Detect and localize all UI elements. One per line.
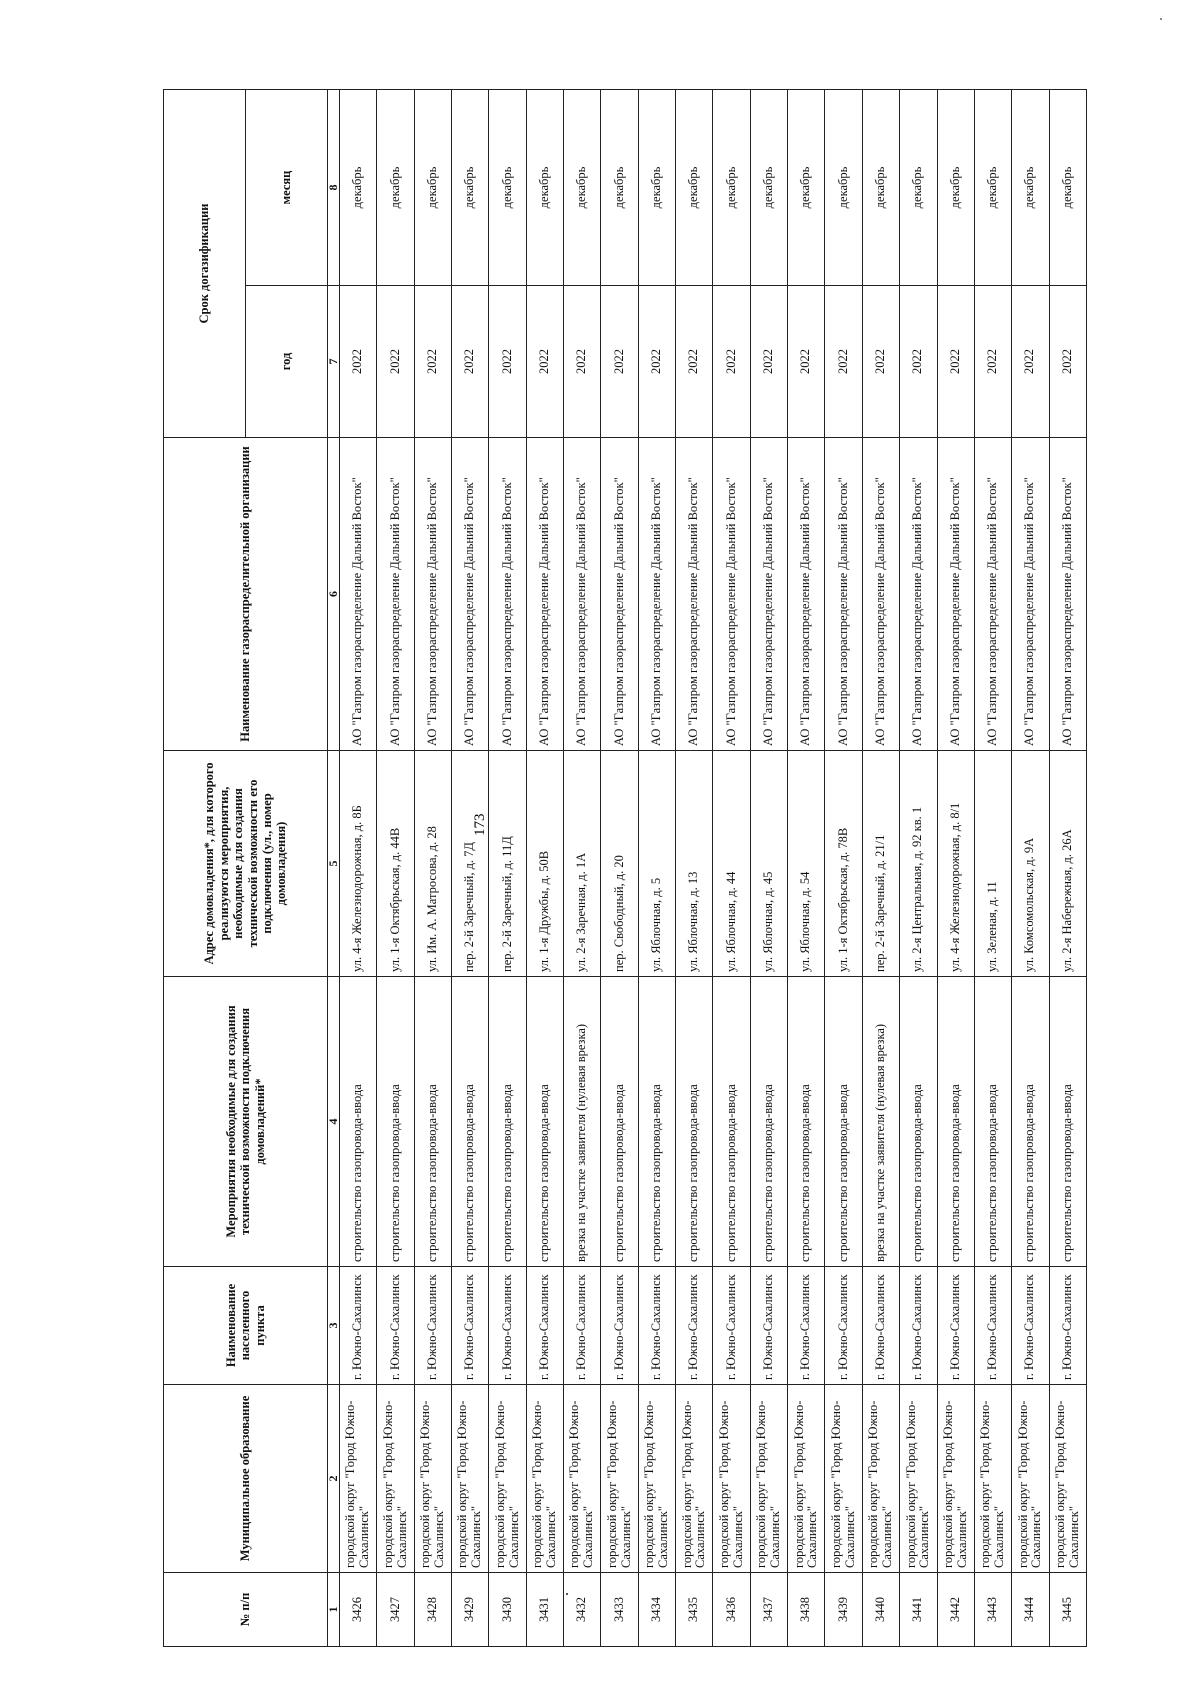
organization-cell: АО "Газпром газораспределение Дальний Восток" — [862, 438, 899, 751]
month-cell: декабрь — [340, 89, 377, 285]
address-cell: ул. 2-я Набережная, д. 26А — [1049, 751, 1086, 977]
row-number: 3434 — [638, 1573, 675, 1647]
address-cell: пер. 2-й Заречный, д. 21/1 — [862, 751, 899, 977]
activity-cell: строительство газопровода-ввода — [601, 977, 638, 1267]
table-row — [1012, 89, 1049, 1646]
table-row — [676, 89, 713, 1646]
row-number: 3435 — [676, 1573, 713, 1647]
settlement-cell: г. Южно-Сахалинск — [1012, 1267, 1049, 1385]
activity-cell: строительство газопровода-ввода — [750, 977, 787, 1267]
activity-cell: строительство газопровода-ввода — [1012, 977, 1049, 1267]
gasification-table — [163, 89, 1087, 1647]
table-row — [564, 89, 601, 1646]
table-row — [825, 89, 862, 1646]
organization-cell: АО "Газпром газораспределение Дальний Восток" — [377, 438, 414, 751]
organization-cell: АО "Газпром газораспределение Дальний Восток" — [974, 438, 1011, 751]
municipality-cell: городской округ "Город Южно-Сахалинск" — [750, 1385, 787, 1573]
scan-speck — [1160, 18, 1162, 20]
organization-cell: АО "Газпром газораспределение Дальний Восток" — [340, 438, 377, 751]
table-row — [340, 89, 377, 1646]
month-cell: декабрь — [638, 89, 675, 285]
row-number: 3437 — [750, 1573, 787, 1647]
month-cell: декабрь — [937, 89, 974, 285]
column-number: 7 — [328, 286, 340, 438]
settlement-cell: г. Южно-Сахалинск — [937, 1267, 974, 1385]
settlement-cell: г. Южно-Сахалинск — [788, 1267, 825, 1385]
activity-cell: строительство газопровода-ввода — [974, 977, 1011, 1267]
organization-cell: АО "Газпром газораспределение Дальний Восток" — [489, 438, 526, 751]
settlement-cell: г. Южно-Сахалинск — [713, 1267, 750, 1385]
month-cell: декабрь — [601, 89, 638, 285]
row-number: 3441 — [900, 1573, 937, 1647]
table-row — [638, 89, 675, 1646]
table-header — [164, 89, 340, 1646]
year-cell: 2022 — [1012, 286, 1049, 438]
municipality-cell: городской округ "Город Южно-Сахалинск" — [340, 1385, 377, 1573]
page-number: 173 — [472, 813, 488, 836]
year-cell: 2022 — [750, 286, 787, 438]
column-number: 3 — [328, 1267, 340, 1385]
header-municipality: Муниципальное образование — [164, 1385, 328, 1573]
table-body — [340, 89, 1087, 1646]
municipality-cell: городской округ "Город Южно-Сахалинск" — [862, 1385, 899, 1573]
municipality-cell: городской округ "Город Южно-Сахалинск" — [713, 1385, 750, 1573]
header-settlement: Наименование населенного пункта — [164, 1267, 328, 1385]
year-cell: 2022 — [974, 286, 1011, 438]
header-activities: Мероприятия необходимые для создания технической возможности подключения домовладений* — [164, 977, 328, 1267]
month-cell: декабрь — [900, 89, 937, 285]
header-num: № п/п — [164, 1573, 328, 1647]
month-cell: декабрь — [489, 89, 526, 285]
activity-cell: строительство газопровода-ввода — [825, 977, 862, 1267]
address-cell: ул. 1-я Октябрьская, д. 44В — [377, 751, 414, 977]
settlement-cell: г. Южно-Сахалинск — [526, 1267, 563, 1385]
organization-cell: АО "Газпром газораспределение Дальний Восток" — [713, 438, 750, 751]
year-cell: 2022 — [452, 286, 489, 438]
row-number: 3440 — [862, 1573, 899, 1647]
year-cell: 2022 — [1049, 286, 1086, 438]
year-cell: 2022 — [676, 286, 713, 438]
month-cell: декабрь — [1049, 89, 1086, 285]
settlement-cell: г. Южно-Сахалинск — [900, 1267, 937, 1385]
column-number: 1 — [328, 1573, 340, 1647]
header-org: Наименование газораспределительной организации — [164, 438, 328, 751]
address-cell: ул. Яблочная, д. 44 — [713, 751, 750, 977]
row-number: 3432 — [564, 1573, 601, 1647]
activity-cell: строительство газопровода-ввода — [377, 977, 414, 1267]
table-row — [414, 89, 451, 1646]
activity-cell: строительство газопровода-ввода — [638, 977, 675, 1267]
address-cell: ул. Яблочная, д. 5 — [638, 751, 675, 977]
column-number-row — [328, 89, 340, 1646]
table-row — [900, 89, 937, 1646]
year-cell: 2022 — [340, 286, 377, 438]
municipality-cell: городской округ "Город Южно-Сахалинск" — [900, 1385, 937, 1573]
municipality-cell: городской округ "Город Южно-Сахалинск" — [1049, 1385, 1086, 1573]
address-cell: ул. 2-я Центральная, д. 92 кв. 1 — [900, 751, 937, 977]
activity-cell: строительство газопровода-ввода — [713, 977, 750, 1267]
table-row — [788, 89, 825, 1646]
year-cell: 2022 — [601, 286, 638, 438]
organization-cell: АО "Газпром газораспределение Дальний Восток" — [937, 438, 974, 751]
year-cell: 2022 — [564, 286, 601, 438]
activity-cell: строительство газопровода-ввода — [452, 977, 489, 1267]
organization-cell: АО "Газпром газораспределение Дальний Восток" — [564, 438, 601, 751]
month-cell: декабрь — [750, 89, 787, 285]
address-cell: ул. 4-я Железнодорожная, д. 8/1 — [937, 751, 974, 977]
table-row — [1049, 89, 1086, 1646]
table-row — [489, 89, 526, 1646]
column-number: 4 — [328, 977, 340, 1267]
year-cell: 2022 — [937, 286, 974, 438]
address-cell: пер. 2-й Заречный, д. 7Д — [452, 751, 489, 977]
header-deadline: Срок догазификации — [164, 89, 246, 437]
address-cell: ул. Зеленая, д. 11 — [974, 751, 1011, 977]
organization-cell: АО "Газпром газораспределение Дальний Восток" — [788, 438, 825, 751]
month-cell: декабрь — [1012, 89, 1049, 285]
activity-cell: строительство газопровода-ввода — [526, 977, 563, 1267]
month-cell: декабрь — [526, 89, 563, 285]
organization-cell: АО "Газпром газораспределение Дальний Восток" — [900, 438, 937, 751]
year-cell: 2022 — [862, 286, 899, 438]
settlement-cell: г. Южно-Сахалинск — [601, 1267, 638, 1385]
activity-cell: врезка на участке заявителя (нулевая врезка) — [564, 977, 601, 1267]
table-row — [713, 89, 750, 1646]
table-row — [750, 89, 787, 1646]
row-number: 3439 — [825, 1573, 862, 1647]
header-address: Адрес домовладения*, для которого реализуются мероприятия, необходимые для создания технической возможности его подключения (ул., номер домовладения) — [164, 751, 328, 977]
row-number: 3438 — [788, 1573, 825, 1647]
activity-cell: строительство газопровода-ввода — [900, 977, 937, 1267]
address-cell: пер. Свободный, д. 20 — [601, 751, 638, 977]
activity-cell: строительство газопровода-ввода — [340, 977, 377, 1267]
activity-cell: строительство газопровода-ввода — [788, 977, 825, 1267]
year-cell: 2022 — [900, 286, 937, 438]
month-cell: декабрь — [414, 89, 451, 285]
municipality-cell: городской округ "Город Южно-Сахалинск" — [788, 1385, 825, 1573]
header-month: месяц — [246, 89, 328, 285]
header-year: год — [246, 286, 328, 438]
settlement-cell: г. Южно-Сахалинск — [1049, 1267, 1086, 1385]
organization-cell: АО "Газпром газораспределение Дальний Восток" — [1012, 438, 1049, 751]
table-row — [862, 89, 899, 1646]
organization-cell: АО "Газпром газораспределение Дальний Восток" — [750, 438, 787, 751]
month-cell: декабрь — [862, 89, 899, 285]
row-number: 3442 — [937, 1573, 974, 1647]
settlement-cell: г. Южно-Сахалинск — [862, 1267, 899, 1385]
table-row — [526, 89, 563, 1646]
month-cell: декабрь — [452, 89, 489, 285]
address-cell: ул. Яблочная, д. 45 — [750, 751, 787, 977]
year-cell: 2022 — [414, 286, 451, 438]
settlement-cell: г. Южно-Сахалинск — [750, 1267, 787, 1385]
municipality-cell: городской округ "Город Южно-Сахалинск" — [974, 1385, 1011, 1573]
month-cell: декабрь — [676, 89, 713, 285]
month-cell: декабрь — [825, 89, 862, 285]
row-number: 3428 — [414, 1573, 451, 1647]
month-cell: декабрь — [974, 89, 1011, 285]
municipality-cell: городской округ "Город Южно-Сахалинск" — [377, 1385, 414, 1573]
address-cell: ул. 1-я Октябрьская, д. 78В — [825, 751, 862, 977]
year-cell: 2022 — [713, 286, 750, 438]
municipality-cell: городской округ "Город Южно-Сахалинск" — [937, 1385, 974, 1573]
municipality-cell: городской округ "Город Южно-Сахалинск" — [526, 1385, 563, 1573]
address-cell: ул. Яблочная, д. 54 — [788, 751, 825, 977]
row-number: 3426 — [340, 1573, 377, 1647]
activity-cell: врезка на участке заявителя (нулевая врезка) — [862, 977, 899, 1267]
address-cell: пер. 2-й Заречный, д. 11Д — [489, 751, 526, 977]
settlement-cell: г. Южно-Сахалинск — [340, 1267, 377, 1385]
settlement-cell: г. Южно-Сахалинск — [564, 1267, 601, 1385]
organization-cell: АО "Газпром газораспределение Дальний Восток" — [638, 438, 675, 751]
municipality-cell: городской округ "Город Южно-Сахалинск" — [601, 1385, 638, 1573]
activity-cell: строительство газопровода-ввода — [414, 977, 451, 1267]
column-number: 6 — [328, 438, 340, 751]
year-cell: 2022 — [377, 286, 414, 438]
year-cell: 2022 — [825, 286, 862, 438]
row-number: 3436 — [713, 1573, 750, 1647]
month-cell: декабрь — [377, 89, 414, 285]
organization-cell: АО "Газпром газораспределение Дальний Восток" — [601, 438, 638, 751]
municipality-cell: городской округ "Город Южно-Сахалинск" — [825, 1385, 862, 1573]
address-cell: ул. 4-я Железнодорожная, д. 8Б — [340, 751, 377, 977]
municipality-cell: городской округ "Город Южно-Сахалинск" — [564, 1385, 601, 1573]
row-number: 3433 — [601, 1573, 638, 1647]
table-row — [377, 89, 414, 1646]
year-cell: 2022 — [526, 286, 563, 438]
address-cell: ул. 1-я Дружбы, д. 50В — [526, 751, 563, 977]
activity-cell: строительство газопровода-ввода — [489, 977, 526, 1267]
year-cell: 2022 — [788, 286, 825, 438]
address-cell: ул. Комсомольская, д. 9А — [1012, 751, 1049, 977]
month-cell: декабрь — [788, 89, 825, 285]
settlement-cell: г. Южно-Сахалинск — [414, 1267, 451, 1385]
address-cell: ул. 2-я Заречная, д. 1А — [564, 751, 601, 977]
municipality-cell: городской округ "Город Южно-Сахалинск" — [489, 1385, 526, 1573]
settlement-cell: г. Южно-Сахалинск — [377, 1267, 414, 1385]
settlement-cell: г. Южно-Сахалинск — [489, 1267, 526, 1385]
column-number: 8 — [328, 89, 340, 285]
settlement-cell: г. Южно-Сахалинск — [974, 1267, 1011, 1385]
organization-cell: АО "Газпром газораспределение Дальний Восток" — [526, 438, 563, 751]
municipality-cell: городской округ "Город Южно-Сахалинск" — [1012, 1385, 1049, 1573]
year-cell: 2022 — [638, 286, 675, 438]
rotated-page — [163, 90, 1087, 1647]
municipality-cell: городской округ "Город Южно-Сахалинск" — [452, 1385, 489, 1573]
organization-cell: АО "Газпром газораспределение Дальний Восток" — [676, 438, 713, 751]
row-number: 3427 — [377, 1573, 414, 1647]
settlement-cell: г. Южно-Сахалинск — [676, 1267, 713, 1385]
table-row — [937, 89, 974, 1646]
municipality-cell: городской округ "Город Южно-Сахалинск" — [676, 1385, 713, 1573]
address-cell: ул. Им. А. Матросова, д. 28 — [414, 751, 451, 977]
table-row — [601, 89, 638, 1646]
row-number: 3445 — [1049, 1573, 1086, 1647]
activity-cell: строительство газопровода-ввода — [676, 977, 713, 1267]
table-row — [974, 89, 1011, 1646]
column-number: 2 — [328, 1385, 340, 1573]
year-cell: 2022 — [489, 286, 526, 438]
settlement-cell: г. Южно-Сахалинск — [452, 1267, 489, 1385]
municipality-cell: городской округ "Город Южно-Сахалинск" — [414, 1385, 451, 1573]
municipality-cell: городской округ "Город Южно-Сахалинск" — [638, 1385, 675, 1573]
organization-cell: АО "Газпром газораспределение Дальний Восток" — [1049, 438, 1086, 751]
column-number: 5 — [328, 751, 340, 977]
activity-cell: строительство газопровода-ввода — [1049, 977, 1086, 1267]
row-number: 3430 — [489, 1573, 526, 1647]
address-cell: ул. Яблочная, д. 13 — [676, 751, 713, 977]
organization-cell: АО "Газпром газораспределение Дальний Восток" — [452, 438, 489, 751]
table-row — [452, 89, 489, 1646]
settlement-cell: г. Южно-Сахалинск — [638, 1267, 675, 1385]
row-number: 3429 — [452, 1573, 489, 1647]
month-cell: декабрь — [564, 89, 601, 285]
month-cell: декабрь — [713, 89, 750, 285]
organization-cell: АО "Газпром газораспределение Дальний Восток" — [825, 438, 862, 751]
organization-cell: АО "Газпром газораспределение Дальний Восток" — [414, 438, 451, 751]
activity-cell: строительство газопровода-ввода — [937, 977, 974, 1267]
row-number: 3431 — [526, 1573, 563, 1647]
settlement-cell: г. Южно-Сахалинск — [825, 1267, 862, 1385]
row-number: 3443 — [974, 1573, 1011, 1647]
row-number: 3444 — [1012, 1573, 1049, 1647]
